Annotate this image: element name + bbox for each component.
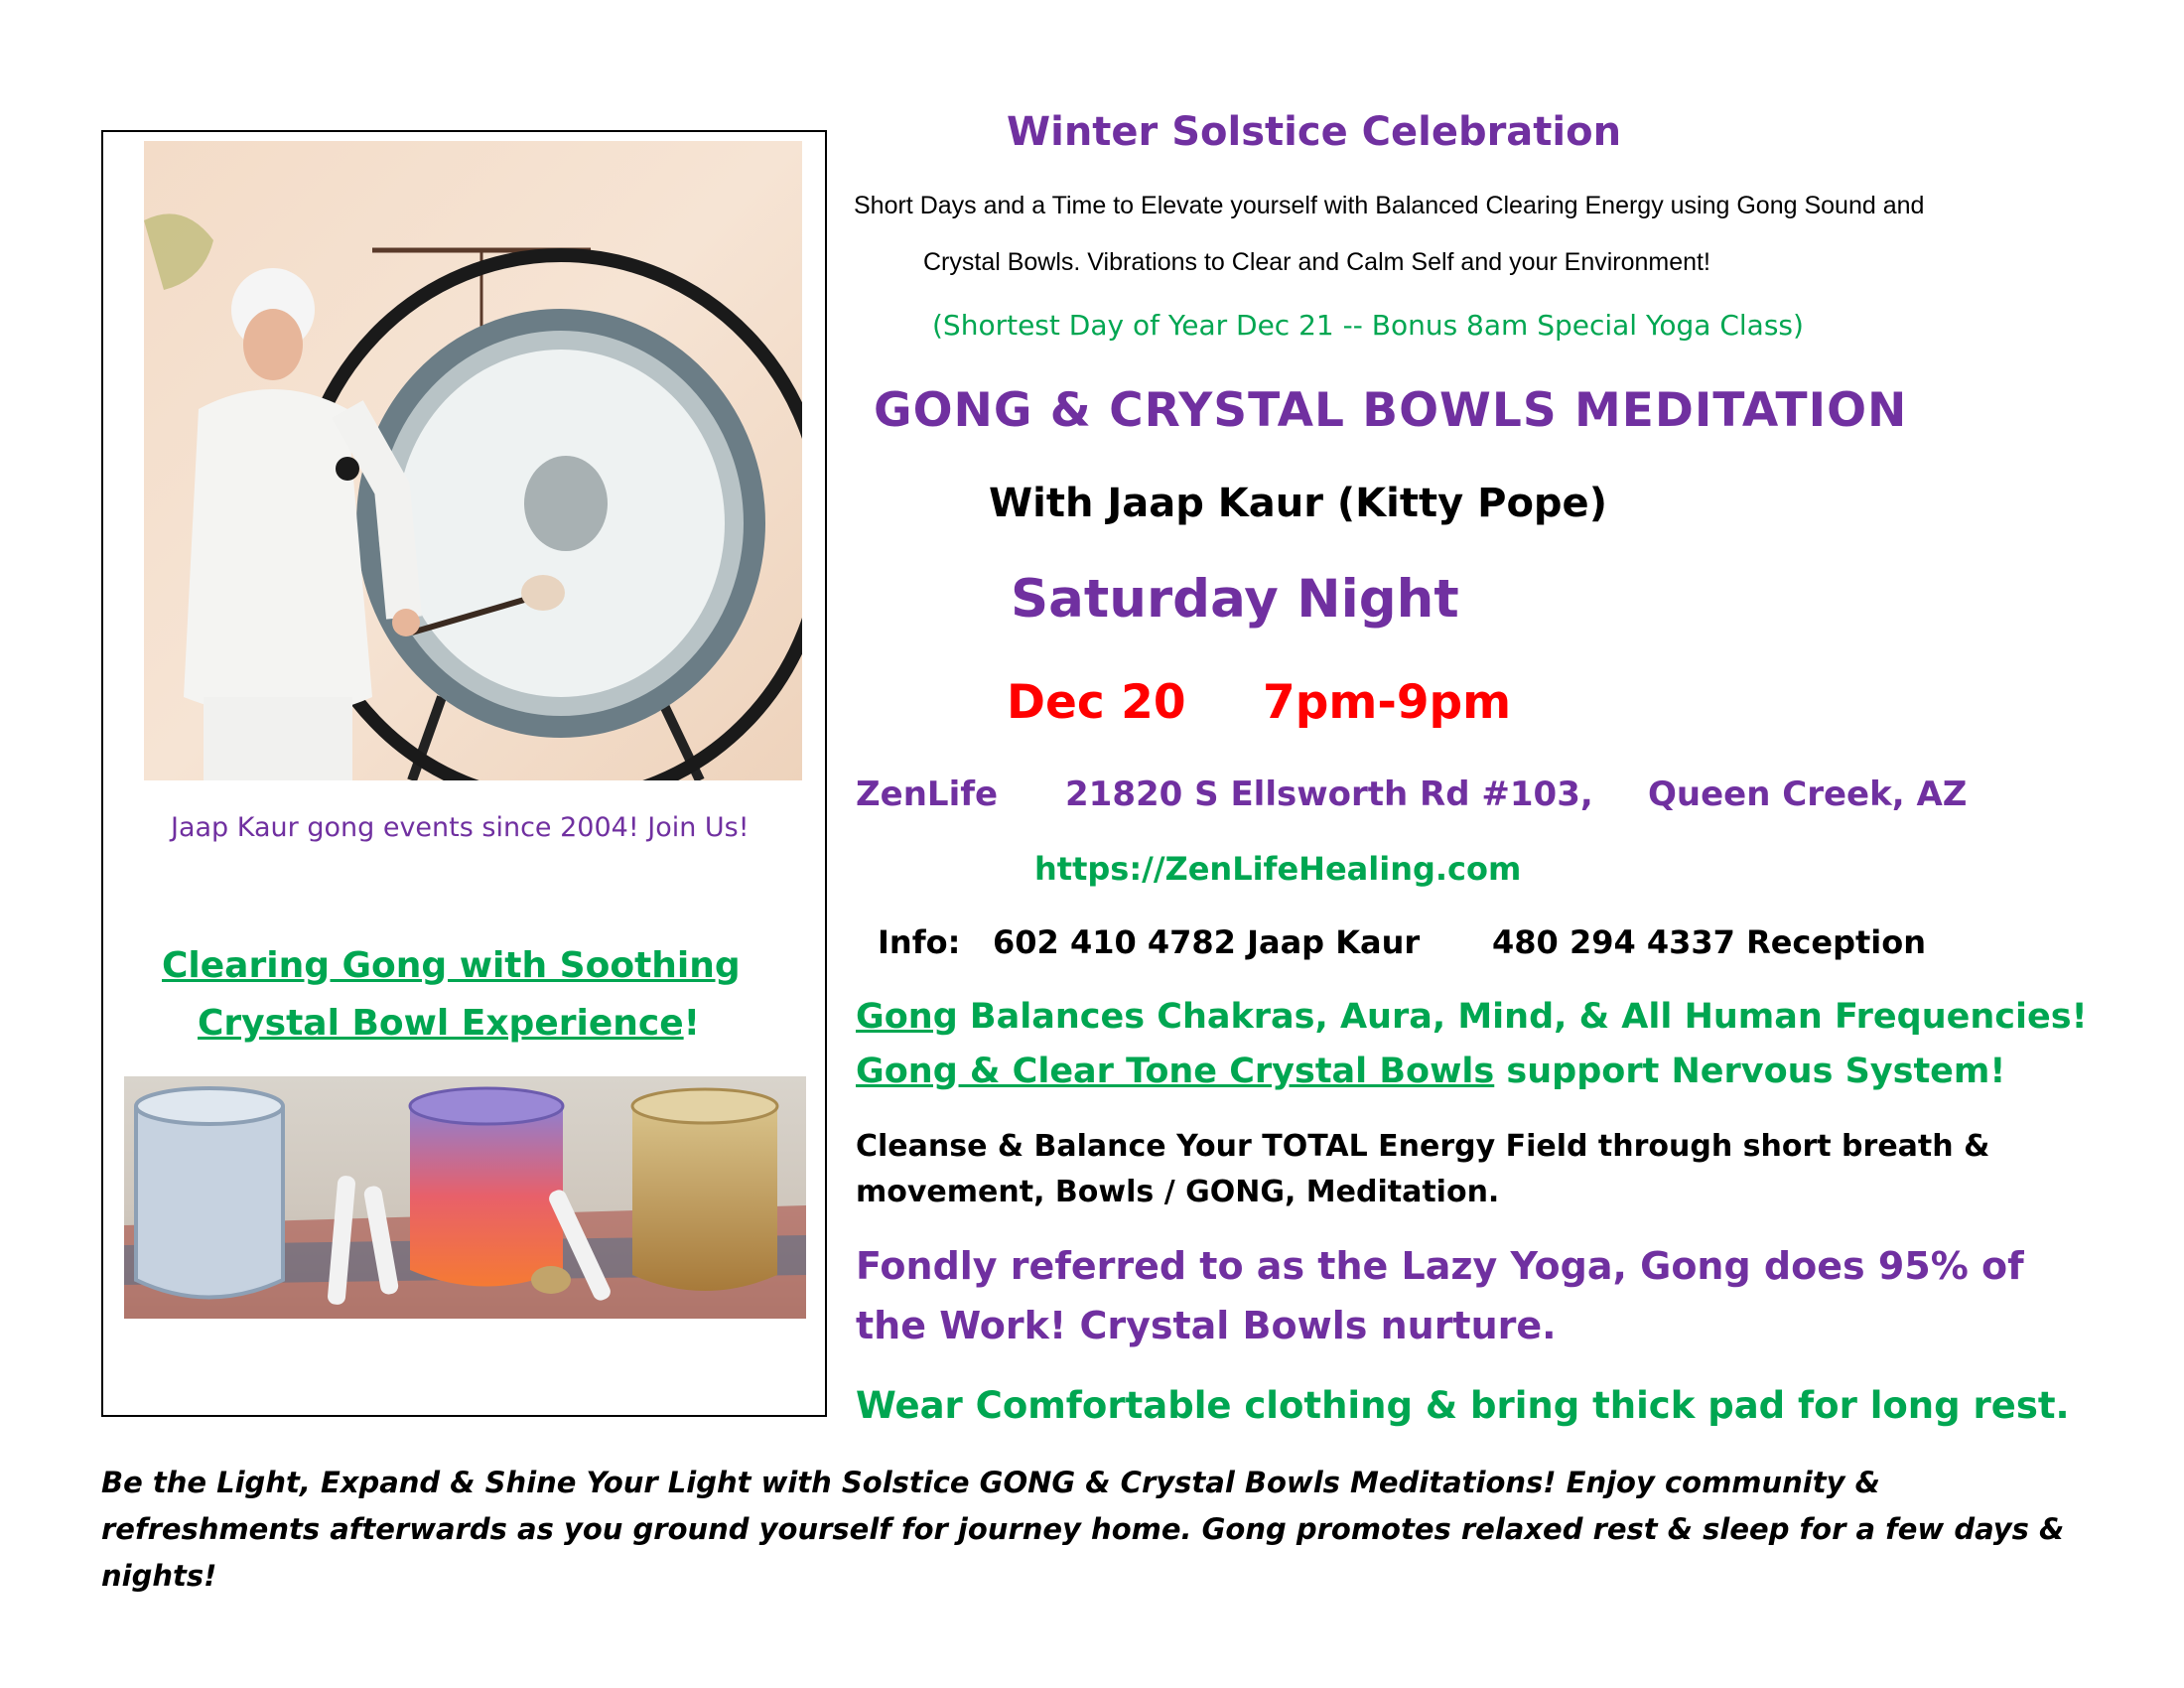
wear-note: Wear Comfortable clothing & bring thick pad for long rest. — [856, 1384, 2070, 1427]
left-heading-excl: ! — [683, 1003, 701, 1044]
phone-jaap[interactable]: 602 410 4782 Jaap Kaur — [993, 923, 1421, 961]
shortest-day-note: (Shortest Day of Year Dec 21 -- Bonus 8am Special Yoga Class) — [932, 309, 1804, 342]
left-heading-line2-wrap — [198, 1003, 700, 1044]
benefit1-text: Balances Chakras, Aura, Mind, & All Human Frequencies! — [957, 997, 2088, 1037]
benefit-line1 — [856, 997, 2088, 1037]
phone-reception[interactable]: 480 294 4337 Reception — [1492, 923, 1927, 961]
venue-name: ZenLife — [856, 774, 999, 814]
gong-photo — [144, 141, 802, 780]
venue-address: 21820 S Ellsworth Rd #103, — [1065, 774, 1593, 814]
venue-city: Queen Creek, AZ — [1648, 774, 1968, 814]
event-title: Winter Solstice Celebration — [1007, 109, 1622, 155]
event-time: 7pm-9pm — [1263, 675, 1512, 730]
facilitator-line: With Jaap Kaur (Kitty Pope) — [989, 481, 1607, 526]
footer-paragraph: Be the Light, Expand & Shine Your Light with Solstice GONG & Crystal Bowls Meditations! Enjoy community & refreshments afterwards as you ground yourself for journey home. Gong promotes relaxed rest & sleep for a few days & nights! — [101, 1466, 2065, 1593]
benefit1-link[interactable]: Gong — [856, 997, 958, 1037]
left-heading-line2: Crystal Bowl Experience — [198, 1003, 684, 1044]
gong-illustration — [144, 141, 802, 780]
crystal-bowls-photo — [124, 1076, 806, 1319]
benefit-line2 — [856, 1052, 2005, 1091]
left-heading-line1: Clearing Gong with Soothing — [162, 945, 741, 986]
benefit2-link[interactable]: Gong & Clear Tone Crystal Bowls — [856, 1052, 1495, 1091]
intro-line1: Short Days and a Time to Elevate yourself with Balanced Clearing Energy using Gong Sound and — [854, 192, 1925, 219]
day-line: Saturday Night — [1011, 569, 1459, 630]
main-heading: GONG & CRYSTAL BOWLS MEDITATION — [874, 383, 1908, 438]
lazy-yoga-paragraph: Fondly referred to as the Lazy Yoga, Gong does 95% of the Work! Crystal Bowls nurture. — [856, 1244, 2024, 1347]
benefit2-text: support Nervous System! — [1494, 1052, 2006, 1091]
website-link[interactable]: https://ZenLifeHealing.com — [1034, 850, 1522, 888]
intro-line2: Crystal Bowls. Vibrations to Clear and Calm Self and your Environment! — [923, 248, 1710, 276]
cleanse-paragraph: Cleanse & Balance Your TOTAL Energy Field through short breath & movement, Bowls / GONG, Meditation. — [856, 1129, 1990, 1209]
event-date: Dec 20 — [1007, 675, 1186, 730]
info-label: Info: — [878, 923, 961, 961]
photo-caption: Jaap Kaur gong events since 2004! Join Us! — [171, 812, 750, 843]
crystal-bowls-illustration — [124, 1076, 806, 1319]
